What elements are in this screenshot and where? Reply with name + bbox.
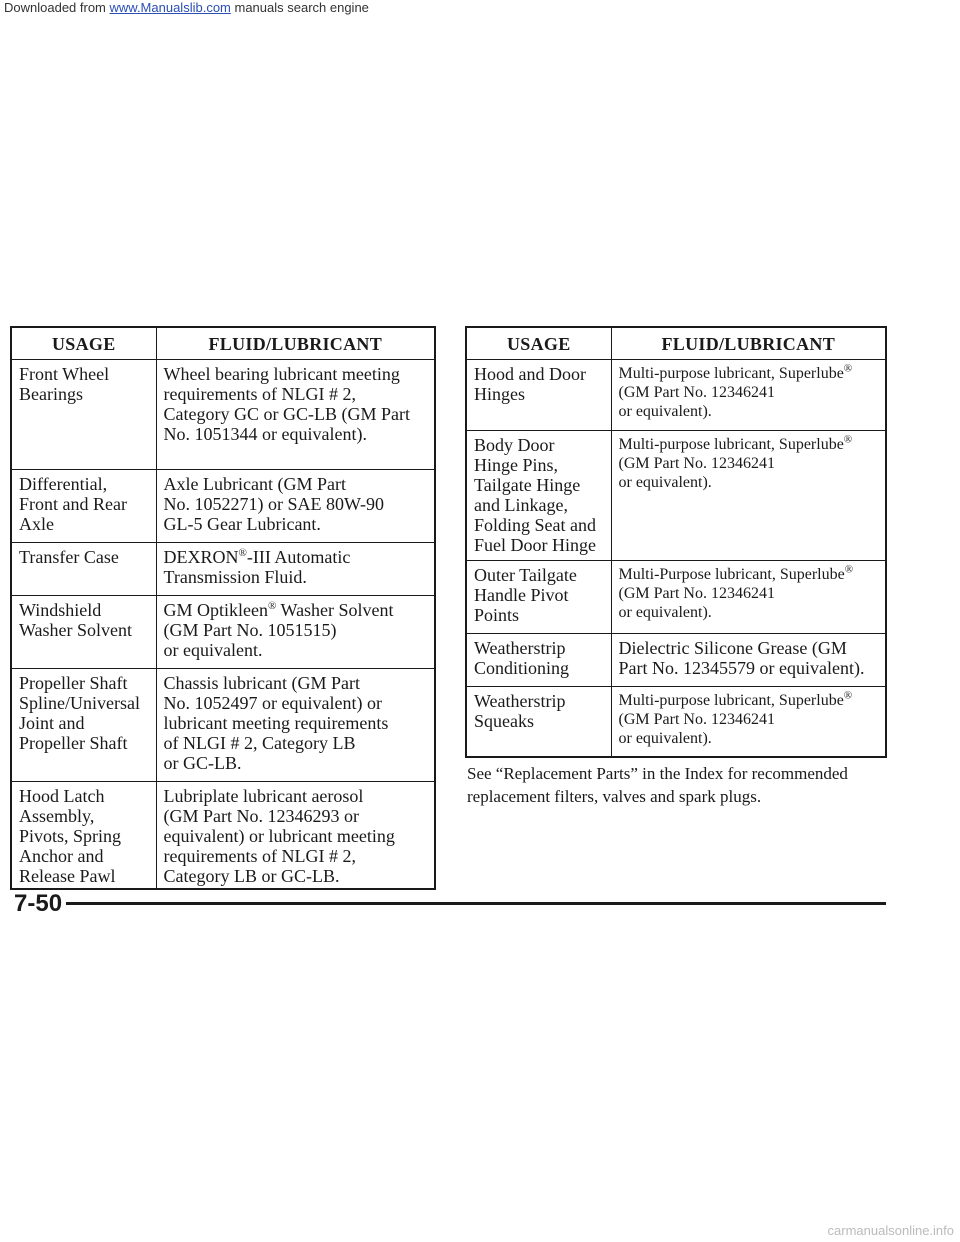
table-row	[11, 470, 435, 543]
table-row	[11, 669, 435, 782]
footer-watermark: carmanualsonline.info	[827, 1223, 954, 1238]
fluid-cell: Axle Lubricant (GM Part No. 1052271) or SAE 80W-90 GL-5 Gear Lubricant.	[156, 470, 435, 543]
usage-cell: Hood and Door Hinges	[466, 360, 611, 431]
manualslib-link[interactable]: www.Manualslib.com	[109, 0, 231, 15]
table-row	[11, 782, 435, 890]
table-header-row	[466, 327, 886, 360]
footer-rule	[66, 902, 886, 905]
table-row	[466, 360, 886, 431]
fluid-cell: Wheel bearing lubricant meeting requirements of NLGI # 2, Category GC or GC-LB (GM Part No. 1051344 or equivalent).	[156, 360, 435, 470]
table-row	[466, 431, 886, 561]
usage-cell: Windshield Washer Solvent	[11, 596, 156, 669]
usage-cell: Hood Latch Assembly, Pivots, Spring Anchor and Release Pawl	[11, 782, 156, 890]
fluid-cell: Lubriplate lubricant aerosol (GM Part No. 12346293 or equivalent) or lubricant meeting requirements of NLGI # 2, Category LB or GC-LB.	[156, 782, 435, 890]
fluid-cell: Multi-purpose lubricant, Superlube® (GM Part No. 12346241 or equivalent).	[611, 431, 886, 561]
table-row	[11, 596, 435, 669]
fluid-cell: GM Optikleen® Washer Solvent (GM Part No. 1051515) or equivalent.	[156, 596, 435, 669]
table-row	[466, 561, 886, 634]
usage-cell: Transfer Case	[11, 543, 156, 596]
table-row	[11, 360, 435, 470]
fluid-header: FLUID/LUBRICANT	[611, 327, 886, 360]
fluid-cell: Dielectric Silicone Grease (GM Part No. 12345579 or equivalent).	[611, 634, 886, 687]
replacement-parts-note: See “Replacement Parts” in the Index for recommended replacement filters, valves and spark plugs.	[467, 764, 848, 806]
table-row	[466, 634, 886, 687]
usage-cell: Body Door Hinge Pins, Tailgate Hinge and Linkage, Folding Seat and Fuel Door Hinge	[466, 431, 611, 561]
usage-cell: Differential, Front and Rear Axle	[11, 470, 156, 543]
fluid-header: FLUID/LUBRICANT	[156, 327, 435, 360]
banner-suffix: manuals search engine	[230, 0, 369, 15]
usage-cell: Weatherstrip Squeaks	[466, 687, 611, 757]
lubricant-table-right	[465, 326, 887, 758]
banner-prefix: Downloaded from	[4, 0, 110, 15]
usage-header: USAGE	[466, 327, 611, 360]
usage-cell: Propeller Shaft Spline/Universal Joint and Propeller Shaft	[11, 669, 156, 782]
fluid-cell: Chassis lubricant (GM Part No. 1052497 or equivalent) or lubricant meeting requirements of NLGI # 2, Category LB or GC-LB.	[156, 669, 435, 782]
fluid-cell: DEXRON®-III Automatic Transmission Fluid.	[156, 543, 435, 596]
usage-cell: Front Wheel Bearings	[11, 360, 156, 470]
usage-cell: Weatherstrip Conditioning	[466, 634, 611, 687]
table-header-row	[11, 327, 435, 360]
usage-cell: Outer Tailgate Handle Pivot Points	[466, 561, 611, 634]
page-number: 7-50	[14, 890, 63, 917]
usage-header: USAGE	[11, 327, 156, 360]
fluid-cell: Multi-purpose lubricant, Superlube® (GM Part No. 12346241 or equivalent).	[611, 687, 886, 757]
lubricant-table-left	[10, 326, 436, 890]
table-row	[11, 543, 435, 596]
download-banner	[0, 0, 960, 22]
table-row	[466, 687, 886, 757]
fluid-cell: Multi-purpose lubricant, Superlube® (GM Part No. 12346241 or equivalent).	[611, 360, 886, 431]
fluid-cell: Multi-Purpose lubricant, Superlube® (GM Part No. 12346241 or equivalent).	[611, 561, 886, 634]
